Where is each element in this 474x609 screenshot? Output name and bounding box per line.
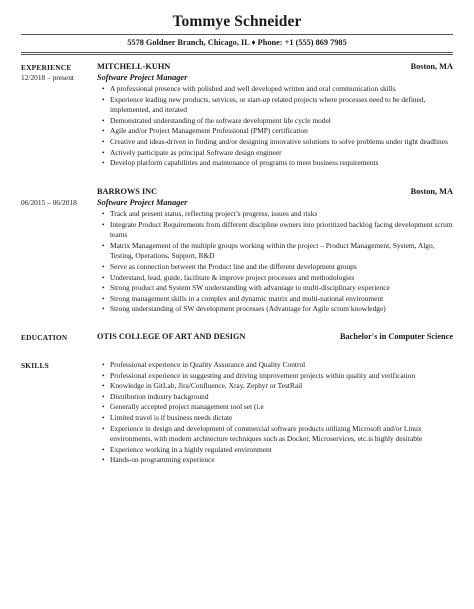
job-bullet: • Develop platform capabilities and maintenance of programs to meet business requirements: [97, 158, 453, 169]
header-divider-top: [21, 34, 453, 35]
job-company: BARROWS INC: [97, 187, 158, 196]
education-degree: Bachelor's in Computer Science: [340, 332, 453, 341]
job-location: Boston, MA: [410, 187, 453, 196]
job-bullet: • Track and present status, reflecting project’s progress, issues and risks: [97, 209, 453, 220]
skill-bullet: • Generally accepted project management tool set (i.e: [97, 402, 453, 413]
job-bullet: • Experience leading new products, services, or start-up related projects where processes need to be defined, implemented, and iterated: [97, 95, 453, 116]
candidate-name: Tommye Schneider: [172, 13, 302, 30]
skill-bullet: • Professional experience in suggesting and driving improvement projects within quality and verification: [97, 371, 453, 382]
job-bullet-list: [97, 84, 453, 169]
job-bullet: • Understand, lead, guide, facilitate & improve project processes and methodologies: [97, 273, 453, 284]
job-bullet: • Matrix Management of the multiple groups working within the project – Product Management, System, Algo, Testing, Operations, Support, R&D: [97, 241, 453, 262]
skill-bullet: • Distribution industry background: [97, 392, 453, 403]
job-date: 06/2015 – 06/2018: [21, 198, 77, 207]
contact-line: 5578 Goldner Branch, Chicago, IL ♦ Phone: +1 (555) 869 7985: [127, 38, 347, 47]
job-bullet: • Strong understanding of SW development processes (Advantage for Agile scrum knowledge): [97, 304, 453, 315]
skill-bullet: • Knowledge in GitLab, Jira/Confluence, Xray, Zephyr or TestRail: [97, 381, 453, 392]
experience-section-label: EXPERIENCE: [21, 63, 72, 72]
job-role: Software Project Manager: [97, 73, 188, 82]
job-bullet: • Actively participate as principal Software design engineer: [97, 148, 453, 159]
job-bullet: • Strong management skills in a complex and dynamic matrix and multi-national environment: [97, 294, 453, 305]
skill-bullet: • Experience working in a highly regulated environment: [97, 445, 453, 456]
job-bullet: • Strong product and System SW understanding with advantage to multi-disciplinary experience: [97, 283, 453, 294]
skills-bullet-list: [97, 360, 453, 466]
education-section-label: EDUCATION: [21, 333, 68, 342]
skill-bullet: • Limited travel is if business needs dictate: [97, 413, 453, 424]
header-divider-bottom-double: [21, 54, 453, 55]
job-bullet: • Agile and/or Project Management Professional (PMP) certification: [97, 126, 453, 137]
job-bullet: • Creative and ideas-driven in finding and/or designing innovative solutions to solve problems under tight deadlines: [97, 137, 453, 148]
job-bullet: • Integrate Product Requirements from different discipline owners into prioritized backlog facing development scrum teams: [97, 220, 453, 241]
job-location: Boston, MA: [410, 62, 453, 71]
education-school: OTIS COLLEGE OF ART AND DESIGN: [97, 332, 246, 341]
job-bullet: • A professional presence with polished and well developed written and oral communication skills: [97, 84, 453, 95]
job-role: Software Project Manager: [97, 198, 188, 207]
header-divider-bottom: [21, 52, 453, 53]
job-bullet-list: [97, 209, 453, 315]
skill-bullet: • Hands-on programming experience: [97, 455, 453, 466]
skill-bullet: • Professional experience in Quality Assurance and Quality Control: [97, 360, 453, 371]
job-bullet: • Demonstrated understanding of the software development life cycle model: [97, 116, 453, 127]
skills-section-label: SKILLS: [21, 361, 49, 370]
job-company: MITCHELL-KUHN: [97, 62, 171, 71]
skill-bullet: • Experience in design and development of commercial software products utilizing Microsoft and/or Linux environments, with modern architecture techniques such as Docker, Microservices, etc.is highly desirable: [97, 424, 453, 445]
job-date: 12/2018 – present: [21, 73, 74, 82]
job-bullet: • Serve as connection between the Product line and the different development groups: [97, 262, 453, 273]
